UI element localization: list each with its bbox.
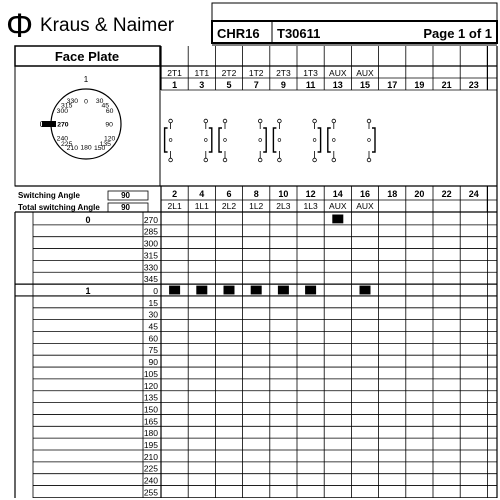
total-switching-angle-value: 90 <box>121 203 130 212</box>
position-angle: 30 <box>148 309 158 320</box>
position-angle: 225 <box>143 463 158 474</box>
contact-dot <box>169 139 172 142</box>
contact-closed-marker <box>169 286 180 295</box>
company-name: Kraus & Naimer <box>40 15 175 36</box>
contact-bracket <box>273 128 276 152</box>
position-angle: 0 <box>153 285 158 296</box>
terminal-bottom-number: 22 <box>441 189 452 199</box>
terminal-circle <box>169 119 173 123</box>
terminal-bottom-number: 6 <box>226 189 232 199</box>
terminal-circle <box>258 158 262 162</box>
terminal-bottom-label: AUX <box>356 201 374 211</box>
contact-bracket <box>318 128 321 152</box>
position-angle: 180 <box>143 428 158 439</box>
contact-dot <box>278 139 281 142</box>
position-angle: 75 <box>148 345 158 356</box>
contact-dot <box>332 139 335 142</box>
terminal-bottom-number: 14 <box>332 189 343 199</box>
contact-closed-marker <box>224 286 235 295</box>
terminal-top-label: 2T2 <box>221 68 237 78</box>
position-angle: 90 <box>148 357 158 368</box>
position-angle: 315 <box>143 250 158 261</box>
dial-angle-label: 45 <box>101 102 110 110</box>
contact-bracket <box>219 128 222 152</box>
terminal-bottom-label: 1L3 <box>303 201 318 211</box>
drawing-number: T30611 <box>277 26 321 41</box>
position-angle: 60 <box>148 333 158 344</box>
terminal-bottom-label: 1L1 <box>194 201 209 211</box>
terminal-bottom-number: 20 <box>414 189 425 199</box>
terminal-circle <box>313 119 317 123</box>
terminal-circle <box>223 158 227 162</box>
dial-angle-label: 180 <box>80 144 92 152</box>
terminal-top-label: 1T3 <box>303 68 318 78</box>
dial-angle-label: 150 <box>93 145 106 153</box>
terminal-bottom-number: 12 <box>305 189 316 199</box>
position-angle: 15 <box>148 297 158 308</box>
terminal-top-label: 2T3 <box>276 68 291 78</box>
switching-angle-value: 90 <box>121 191 130 200</box>
face-plate-title: Face Plate <box>54 49 120 64</box>
terminal-top-number: 17 <box>387 80 398 90</box>
position-angle: 300 <box>143 238 158 249</box>
position-angle: 105 <box>143 368 158 379</box>
contact-symbols <box>165 119 375 162</box>
contact-dot <box>259 139 262 142</box>
terminal-top-number: 9 <box>280 80 286 90</box>
contact-closed-marker <box>332 215 343 224</box>
terminal-top-number: 19 <box>414 80 425 90</box>
contact-dot <box>313 139 316 142</box>
dial-angle-label: 120 <box>103 135 116 143</box>
contact-dot <box>204 139 207 142</box>
terminal-top-number: 13 <box>332 80 343 90</box>
position-name: 1 <box>85 285 91 296</box>
page-indicator: Page 1 of 1 <box>423 26 492 41</box>
terminal-top-number: 1 <box>172 80 178 90</box>
terminal-top-number: 7 <box>253 80 259 90</box>
position-angle: 345 <box>143 274 158 285</box>
terminal-bottom-number: 18 <box>387 189 398 199</box>
terminal-bottom-label: 1L2 <box>249 201 264 211</box>
dial-angle-label: 0 <box>84 98 88 106</box>
terminal-circle <box>204 119 208 123</box>
dial-angle-label: 135 <box>99 140 111 148</box>
position-angle: 135 <box>143 392 158 403</box>
terminal-circle <box>332 158 336 162</box>
terminal-bottom-number: 4 <box>199 189 205 199</box>
terminal-top-label: AUX <box>356 68 374 78</box>
contact-dot <box>368 139 371 142</box>
total-switching-angle-label: Total switching Angle <box>18 203 100 212</box>
dial-angle-label: 240 <box>56 135 69 143</box>
terminal-bottom-number: 8 <box>253 189 259 199</box>
terminal-circle <box>258 119 262 123</box>
contact-closed-marker <box>196 286 207 295</box>
position-angle: 330 <box>143 262 158 273</box>
dial-angle-label: 90 <box>105 121 113 129</box>
terminal-bottom-label: 2L3 <box>276 201 291 211</box>
terminal-circle <box>367 158 371 162</box>
terminal-top-number: 11 <box>305 80 316 90</box>
terminal-circle <box>313 158 317 162</box>
terminal-bottom-label: AUX <box>329 201 347 211</box>
dial-angle-label: 270 <box>57 121 69 129</box>
position-name: 0 <box>85 214 91 225</box>
terminal-bottom-number: 10 <box>278 189 289 199</box>
terminal-top-number: 5 <box>226 80 232 90</box>
terminal-top-label: AUX <box>329 68 347 78</box>
contact-closed-marker <box>305 286 316 295</box>
dial-angle-label: 300 <box>56 107 69 115</box>
dial-angle-label: 330 <box>66 97 79 105</box>
dial-position-label: 1 <box>83 75 89 84</box>
position-angle: 285 <box>143 226 158 237</box>
position-angle: 120 <box>143 380 158 391</box>
position-angle: 255 <box>143 487 158 498</box>
terminal-top-number: 3 <box>199 80 205 90</box>
contact-bracket <box>328 128 331 152</box>
face-plate-dial <box>40 75 121 159</box>
dial-angle-label: 225 <box>61 140 73 148</box>
terminal-circle <box>223 119 227 123</box>
terminal-top-label: 1T1 <box>194 68 210 78</box>
terminal-bottom-number: 24 <box>468 189 479 199</box>
dial-angle-label: 60 <box>105 107 114 115</box>
terminal-circle <box>367 119 371 123</box>
contact-dot <box>224 139 227 142</box>
position-angle: 270 <box>143 214 158 225</box>
terminal-circle <box>278 119 282 123</box>
position-angle: 165 <box>143 416 158 427</box>
position-angle: 150 <box>143 404 158 415</box>
contact-closed-marker <box>360 286 371 295</box>
contact-bracket <box>372 128 375 152</box>
terminal-top-number: 15 <box>359 80 371 90</box>
contact-closed-marker <box>278 286 289 295</box>
model-number: CHR16 <box>217 26 260 41</box>
terminal-top-number: 23 <box>468 80 479 90</box>
terminal-bottom-label: 2L2 <box>221 201 237 211</box>
dial-angle-label: 210 <box>66 145 79 153</box>
contact-bracket <box>165 128 168 152</box>
terminal-circle <box>278 158 282 162</box>
terminal-bottom-number: 16 <box>359 189 371 199</box>
dial-position-label: 0 <box>39 120 45 129</box>
terminal-top-label: 1T2 <box>248 68 264 78</box>
terminal-bottom-label: 2L1 <box>167 201 182 211</box>
contact-bracket <box>209 128 212 152</box>
switching-angle-label: Switching Angle <box>18 191 80 200</box>
terminal-top-label: 2T1 <box>167 68 182 78</box>
terminal-bottom-number: 2 <box>172 189 178 199</box>
face-plate-frame <box>15 46 160 186</box>
contact-closed-marker <box>251 286 262 295</box>
dial-angle-label: 315 <box>61 102 73 110</box>
position-angle: 240 <box>143 475 158 486</box>
dial-angle-label: 30 <box>95 97 104 105</box>
terminal-circle <box>204 158 208 162</box>
position-angle: 210 <box>143 451 158 462</box>
position-angle: 195 <box>143 440 158 450</box>
logo-phi-icon: Φ <box>6 7 34 45</box>
position-rows <box>15 212 497 498</box>
terminal-circle <box>169 158 173 162</box>
terminal-circle <box>332 119 336 123</box>
position-angle: 45 <box>148 321 158 332</box>
terminal-top-number: 21 <box>441 80 452 90</box>
contact-bracket <box>263 128 266 152</box>
